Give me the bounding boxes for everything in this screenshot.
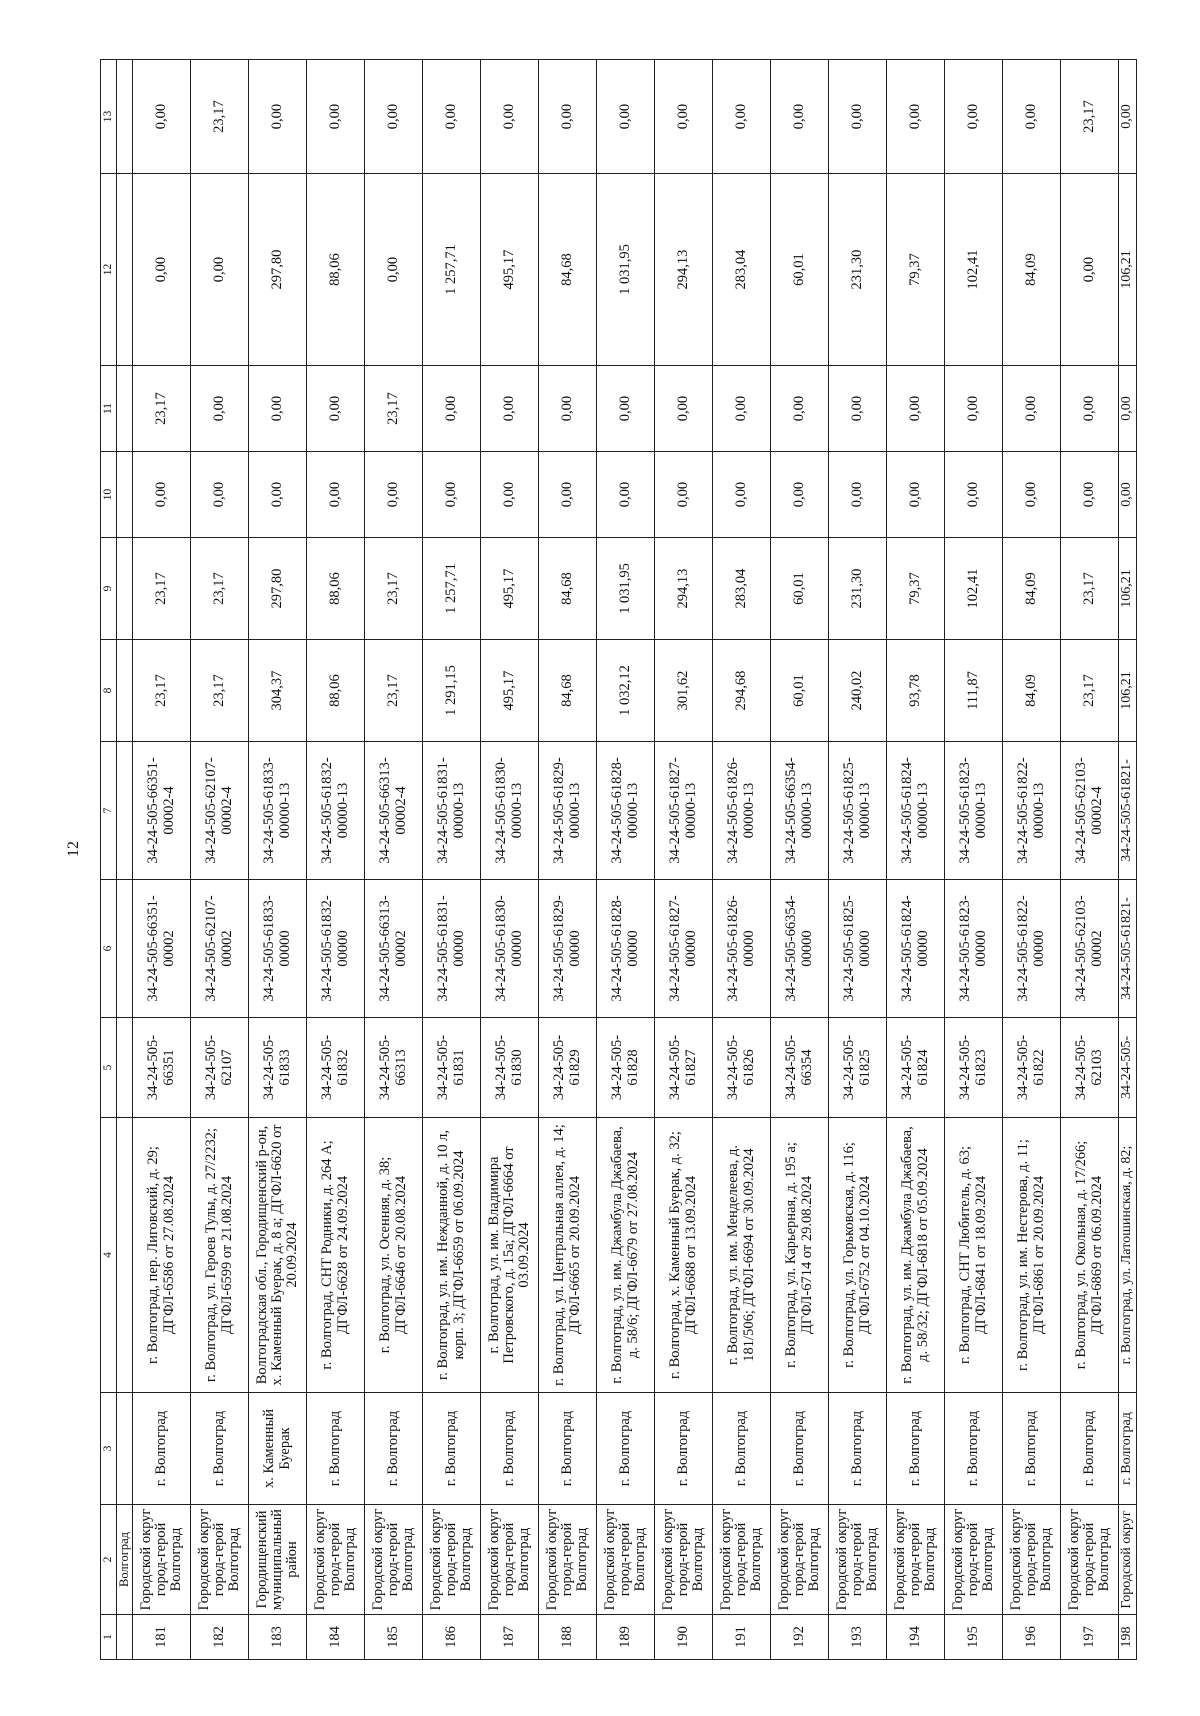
value-col10: 0,00 bbox=[481, 452, 539, 538]
value-col10: 0,00 bbox=[1003, 452, 1061, 538]
table-row bbox=[423, 60, 481, 1660]
value-col9: 23,17 bbox=[1061, 538, 1119, 640]
value-col11: 0,00 bbox=[423, 366, 481, 452]
value-col13: 0,00 bbox=[249, 60, 307, 174]
value-col13: 0,00 bbox=[133, 60, 191, 174]
value-col10: 0,00 bbox=[1119, 452, 1137, 538]
value-col11: 0,00 bbox=[307, 366, 365, 452]
row-number: 193 bbox=[829, 1615, 887, 1660]
registry-id-full: 34-24-505-61827-00000-13 bbox=[655, 742, 713, 880]
municipality: Городской округ город-герой Волгоград bbox=[307, 1505, 365, 1615]
value-col12: 0,00 bbox=[133, 174, 191, 366]
municipality: Городской округ город-герой Волгоград bbox=[423, 1505, 481, 1615]
cadastral-block: 34-24-505-61823 bbox=[945, 1018, 1003, 1118]
value-col10: 0,00 bbox=[887, 452, 945, 538]
value-col8: 60,01 bbox=[771, 640, 829, 742]
register-table bbox=[100, 59, 1137, 1660]
table-row bbox=[249, 60, 307, 1660]
cadastral-block: 34-24-505-66313 bbox=[365, 1018, 423, 1118]
value-col9: 60,01 bbox=[771, 538, 829, 640]
value-col11: 0,00 bbox=[655, 366, 713, 452]
settlement: г. Волгоград bbox=[1061, 1393, 1119, 1505]
cadastral-block: 34-24-505-61833 bbox=[249, 1018, 307, 1118]
registry-id-full: 34-24-505-61829-00000-13 bbox=[539, 742, 597, 880]
value-col8: 304,37 bbox=[249, 640, 307, 742]
registry-id: 34-24-505-61833-00000 bbox=[249, 880, 307, 1018]
cadastral-block: 34-24-505-66354 bbox=[771, 1018, 829, 1118]
table-row bbox=[1061, 60, 1119, 1660]
value-col11: 0,00 bbox=[191, 366, 249, 452]
value-col9: 23,17 bbox=[191, 538, 249, 640]
registry-id-full: 34-24-505-61826-00000-13 bbox=[713, 742, 771, 880]
municipality: Городской округ город-герой Волгоград bbox=[597, 1505, 655, 1615]
registry-id: 34-24-505-61832-00000 bbox=[307, 880, 365, 1018]
settlement: г. Волгоград bbox=[307, 1393, 365, 1505]
table-row bbox=[133, 60, 191, 1660]
registry-id-full: 34-24-505-66351-00002-4 bbox=[133, 742, 191, 880]
value-col10: 0,00 bbox=[423, 452, 481, 538]
cadastral-block: 34-24-505-61824 bbox=[887, 1018, 945, 1118]
column-number: 4 bbox=[101, 1118, 117, 1393]
object-address: г. Волгоград, ул. им. Нежданной, д. 10 л, корп. 3; ДГФЛ-6659 от 06.09.2024 bbox=[423, 1118, 481, 1393]
cadastral-block: 34-24-505-61827 bbox=[655, 1018, 713, 1118]
value-col9: 79,37 bbox=[887, 538, 945, 640]
value-col13: 0,00 bbox=[887, 60, 945, 174]
value-col13: 0,00 bbox=[597, 60, 655, 174]
value-col11: 0,00 bbox=[249, 366, 307, 452]
row-number: 187 bbox=[481, 1615, 539, 1660]
value-col8: 1 291,15 bbox=[423, 640, 481, 742]
column-number: 12 bbox=[101, 174, 117, 366]
settlement: г. Волгоград bbox=[771, 1393, 829, 1505]
cadastral-block: 34-24-505-61822 bbox=[1003, 1018, 1061, 1118]
value-col13: 23,17 bbox=[191, 60, 249, 174]
page-number: 12 bbox=[65, 841, 82, 857]
object-address: г. Волгоград, ул. Центральная аллея, д. 14; ДГФЛ-6665 от 20.09.2024 bbox=[539, 1118, 597, 1393]
municipality: Городской округ bbox=[1119, 1505, 1137, 1615]
value-col12: 1 031,95 bbox=[597, 174, 655, 366]
cadastral-block: 34-24-505-61825 bbox=[829, 1018, 887, 1118]
value-col8: 84,68 bbox=[539, 640, 597, 742]
row-number: 186 bbox=[423, 1615, 481, 1660]
value-col9: 23,17 bbox=[365, 538, 423, 640]
registry-id: 34-24-505-61827-00000 bbox=[655, 880, 713, 1018]
value-col12: 297,80 bbox=[249, 174, 307, 366]
municipality: Городской округ город-герой Волгоград bbox=[771, 1505, 829, 1615]
value-col11: 0,00 bbox=[829, 366, 887, 452]
value-col8: 240,02 bbox=[829, 640, 887, 742]
value-col13: 0,00 bbox=[1119, 60, 1137, 174]
row-number: 195 bbox=[945, 1615, 1003, 1660]
registry-id-full: 34-24-505-61823-00000-13 bbox=[945, 742, 1003, 880]
value-col9: 88,06 bbox=[307, 538, 365, 640]
cadastral-block: 34-24-505-62107 bbox=[191, 1018, 249, 1118]
table-row bbox=[307, 60, 365, 1660]
registry-id: 34-24-505-61822-00000 bbox=[1003, 880, 1061, 1018]
rotated-table-wrapper bbox=[100, 60, 1190, 1660]
value-col8: 88,06 bbox=[307, 640, 365, 742]
value-col13: 0,00 bbox=[481, 60, 539, 174]
table-row bbox=[655, 60, 713, 1660]
value-col12: 102,41 bbox=[945, 174, 1003, 366]
value-col11: 0,00 bbox=[945, 366, 1003, 452]
table-row bbox=[1119, 60, 1137, 1660]
value-col11: 0,00 bbox=[597, 366, 655, 452]
value-col11: 23,17 bbox=[365, 366, 423, 452]
value-col12: 84,68 bbox=[539, 174, 597, 366]
value-col10: 0,00 bbox=[133, 452, 191, 538]
registry-id: 34-24-505-66313-00002 bbox=[365, 880, 423, 1018]
value-col9: 1 257,71 bbox=[423, 538, 481, 640]
value-col13: 0,00 bbox=[713, 60, 771, 174]
registry-id-full: 34-24-505-66354-00000-13 bbox=[771, 742, 829, 880]
registry-id: 34-24-505-62107-00002 bbox=[191, 880, 249, 1018]
column-number: 6 bbox=[101, 880, 117, 1018]
row-number: 197 bbox=[1061, 1615, 1119, 1660]
municipality: Городской округ город-герой Волгоград bbox=[539, 1505, 597, 1615]
value-col8: 106,21 bbox=[1119, 640, 1137, 742]
value-col11: 0,00 bbox=[713, 366, 771, 452]
value-col13: 23,17 bbox=[1061, 60, 1119, 174]
value-col9: 84,09 bbox=[1003, 538, 1061, 640]
value-col13: 0,00 bbox=[539, 60, 597, 174]
value-col11: 0,00 bbox=[887, 366, 945, 452]
column-number: 7 bbox=[101, 742, 117, 880]
municipality: Городской округ город-герой Волгоград bbox=[1003, 1505, 1061, 1615]
value-col9: 1 031,95 bbox=[597, 538, 655, 640]
table-row bbox=[481, 60, 539, 1660]
row-number: 198 bbox=[1119, 1615, 1137, 1660]
value-col11: 0,00 bbox=[1061, 366, 1119, 452]
value-col8: 23,17 bbox=[365, 640, 423, 742]
value-col13: 0,00 bbox=[945, 60, 1003, 174]
settlement: г. Волгоград bbox=[423, 1393, 481, 1505]
value-col8: 111,87 bbox=[945, 640, 1003, 742]
settlement: г. Волгоград bbox=[1003, 1393, 1061, 1505]
value-col8: 84,09 bbox=[1003, 640, 1061, 742]
object-address: г. Волгоград, ул. им. Джамбула Джабаева, д. 58/6; ДГФЛ-6679 от 27.08.2024 bbox=[597, 1118, 655, 1393]
registry-id-full: 34-24-505-61822-00000-13 bbox=[1003, 742, 1061, 880]
settlement: х. Каменный Буерак bbox=[249, 1393, 307, 1505]
value-col9: 102,41 bbox=[945, 538, 1003, 640]
settlement: г. Волгоград bbox=[597, 1393, 655, 1505]
registry-id-full: 34-24-505-61831-00000-13 bbox=[423, 742, 481, 880]
object-address: г. Волгоград, ул. Окольная, д. 17/266; ДГФЛ-6869 от 06.09.2024 bbox=[1061, 1118, 1119, 1393]
settlement: г. Волгоград bbox=[829, 1393, 887, 1505]
value-col10: 0,00 bbox=[771, 452, 829, 538]
value-col13: 0,00 bbox=[771, 60, 829, 174]
value-col12: 106,21 bbox=[1119, 174, 1137, 366]
column-number: 1 bbox=[101, 1615, 117, 1660]
value-col12: 79,37 bbox=[887, 174, 945, 366]
object-address: г. Волгоград, ул. Осенняя, д. 38; ДГФЛ-6646 от 20.08.2024 bbox=[365, 1118, 423, 1393]
object-address: г. Волгоград, х. Каменный Буерак, д. 32; ДГФЛ-6688 от 13.09.2024 bbox=[655, 1118, 713, 1393]
value-col12: 294,13 bbox=[655, 174, 713, 366]
value-col12: 0,00 bbox=[365, 174, 423, 366]
object-address: Волгоградская обл., Городищенский р-он, х. Каменный Буерак, д. 8 а; ДГФЛ-6620 от 20.09.2024 bbox=[249, 1118, 307, 1393]
settlement: г. Волгоград bbox=[887, 1393, 945, 1505]
registry-id: 34-24-505-61825-00000 bbox=[829, 880, 887, 1018]
row-number: 183 bbox=[249, 1615, 307, 1660]
value-col10: 0,00 bbox=[655, 452, 713, 538]
table-row bbox=[365, 60, 423, 1660]
row-number: 191 bbox=[713, 1615, 771, 1660]
municipality: Городищенский муниципальный район bbox=[249, 1505, 307, 1615]
row-number: 190 bbox=[655, 1615, 713, 1660]
column-number: 5 bbox=[101, 1018, 117, 1118]
object-address: г. Волгоград, ул. Карьерная, д. 195 а; ДГФЛ-6714 от 29.08.2024 bbox=[771, 1118, 829, 1393]
settlement: г. Волгоград bbox=[713, 1393, 771, 1505]
table-row bbox=[887, 60, 945, 1660]
value-col10: 0,00 bbox=[539, 452, 597, 538]
value-col8: 1 032,12 bbox=[597, 640, 655, 742]
value-col8: 495,17 bbox=[481, 640, 539, 742]
value-col10: 0,00 bbox=[249, 452, 307, 538]
table-row bbox=[1003, 60, 1061, 1660]
value-col11: 0,00 bbox=[481, 366, 539, 452]
registry-id: 34-24-505-61831-00000 bbox=[423, 880, 481, 1018]
value-col8: 93,78 bbox=[887, 640, 945, 742]
municipality: Городской округ город-герой Волгоград bbox=[1061, 1505, 1119, 1615]
settlement: г. Волгоград bbox=[1119, 1393, 1137, 1505]
municipality: Городской округ город-герой Волгоград bbox=[713, 1505, 771, 1615]
cadastral-block: 34-24-505-61832 bbox=[307, 1018, 365, 1118]
value-col12: 0,00 bbox=[1061, 174, 1119, 366]
value-col11: 0,00 bbox=[539, 366, 597, 452]
value-col10: 0,00 bbox=[945, 452, 1003, 538]
value-col8: 23,17 bbox=[1061, 640, 1119, 742]
value-col13: 0,00 bbox=[307, 60, 365, 174]
column-number: 13 bbox=[101, 60, 117, 174]
registry-id-full: 34-24-505-66313-00002-4 bbox=[365, 742, 423, 880]
registry-id-full: 34-24-505-61832-00000-13 bbox=[307, 742, 365, 880]
row-number: 189 bbox=[597, 1615, 655, 1660]
value-col13: 0,00 bbox=[365, 60, 423, 174]
registry-id: 34-24-505-66354-00000 bbox=[771, 880, 829, 1018]
value-col10: 0,00 bbox=[597, 452, 655, 538]
value-col11: 23,17 bbox=[133, 366, 191, 452]
object-address: г. Волгоград, ул. им. Джамбула Джабаева, д. 58/32; ДГФЛ-6818 от 05.09.2024 bbox=[887, 1118, 945, 1393]
table-body bbox=[101, 60, 1137, 1660]
value-col12: 231,30 bbox=[829, 174, 887, 366]
municipality: Городской округ город-герой Волгоград bbox=[481, 1505, 539, 1615]
registry-id: 34-24-505-61828-00000 bbox=[597, 880, 655, 1018]
value-col9: 283,04 bbox=[713, 538, 771, 640]
registry-id-full: 34-24-505-61828-00000-13 bbox=[597, 742, 655, 880]
table-row bbox=[945, 60, 1003, 1660]
value-col12: 1 257,71 bbox=[423, 174, 481, 366]
municipality: Городской округ город-герой Волгоград bbox=[655, 1505, 713, 1615]
registry-id: 34-24-505-61824-00000 bbox=[887, 880, 945, 1018]
settlement: г. Волгоград bbox=[365, 1393, 423, 1505]
registry-id-full: 34-24-505-61833-00000-13 bbox=[249, 742, 307, 880]
row-number: 185 bbox=[365, 1615, 423, 1660]
value-col9: 495,17 bbox=[481, 538, 539, 640]
settlement: г. Волгоград bbox=[133, 1393, 191, 1505]
carry-over-text: Волгоград bbox=[117, 1505, 133, 1615]
municipality: Городской округ город-герой Волгоград bbox=[945, 1505, 1003, 1615]
municipality: Городской округ город-герой Волгоград bbox=[887, 1505, 945, 1615]
table-row bbox=[191, 60, 249, 1660]
value-col10: 0,00 bbox=[829, 452, 887, 538]
registry-id-full: 34-24-505-62107-00002-4 bbox=[191, 742, 249, 880]
table-row bbox=[539, 60, 597, 1660]
value-col10: 0,00 bbox=[713, 452, 771, 538]
object-address: г. Волгоград, ул. Латошинская, д. 82; bbox=[1119, 1118, 1137, 1393]
registry-id: 34-24-505-61823-00000 bbox=[945, 880, 1003, 1018]
value-col12: 0,00 bbox=[191, 174, 249, 366]
value-col10: 0,00 bbox=[191, 452, 249, 538]
value-col12: 60,01 bbox=[771, 174, 829, 366]
registry-id-full: 34-24-505-61824-00000-13 bbox=[887, 742, 945, 880]
cadastral-block: 34-24-505-62103 bbox=[1061, 1018, 1119, 1118]
object-address: г. Волгоград, ул. Героев Тулы, д. 27/2232; ДГФЛ-6599 от 21.08.2024 bbox=[191, 1118, 249, 1393]
registry-id-full: 34-24-505-61830-00000-13 bbox=[481, 742, 539, 880]
table-row bbox=[713, 60, 771, 1660]
value-col9: 84,68 bbox=[539, 538, 597, 640]
carry-over-row bbox=[117, 60, 133, 1660]
column-number: 2 bbox=[101, 1505, 117, 1615]
municipality: Городской округ город-герой Волгоград bbox=[133, 1505, 191, 1615]
object-address: г. Волгоград, СНТ Родники, д. 264 А; ДГФЛ-6628 от 24.09.2024 bbox=[307, 1118, 365, 1393]
cadastral-block: 34-24-505-61826 bbox=[713, 1018, 771, 1118]
row-number: 181 bbox=[133, 1615, 191, 1660]
value-col12: 283,04 bbox=[713, 174, 771, 366]
value-col11: 0,00 bbox=[771, 366, 829, 452]
object-address: г. Волгоград, ул. им. Владимира Петровского, д. 15а; ДГФЛ-6664 от 03.09.2024 bbox=[481, 1118, 539, 1393]
value-col12: 84,09 bbox=[1003, 174, 1061, 366]
registry-id: 34-24-505-61821- bbox=[1119, 880, 1137, 1018]
settlement: г. Волгоград bbox=[539, 1393, 597, 1505]
value-col9: 231,30 bbox=[829, 538, 887, 640]
cadastral-block: 34-24-505-66351 bbox=[133, 1018, 191, 1118]
row-number: 196 bbox=[1003, 1615, 1061, 1660]
value-col9: 106,21 bbox=[1119, 538, 1137, 640]
table-row bbox=[597, 60, 655, 1660]
value-col13: 0,00 bbox=[655, 60, 713, 174]
column-number: 11 bbox=[101, 366, 117, 452]
municipality: Городской округ город-герой Волгоград bbox=[829, 1505, 887, 1615]
table-row bbox=[771, 60, 829, 1660]
row-number: 194 bbox=[887, 1615, 945, 1660]
value-col8: 23,17 bbox=[191, 640, 249, 742]
value-col11: 0,00 bbox=[1003, 366, 1061, 452]
registry-id-full: 34-24-505-61821- bbox=[1119, 742, 1137, 880]
value-col13: 0,00 bbox=[1003, 60, 1061, 174]
registry-id: 34-24-505-61830-00000 bbox=[481, 880, 539, 1018]
value-col11: 0,00 bbox=[1119, 366, 1137, 452]
row-number: 188 bbox=[539, 1615, 597, 1660]
column-number: 8 bbox=[101, 640, 117, 742]
cadastral-block: 34-24-505-61831 bbox=[423, 1018, 481, 1118]
value-col8: 301,62 bbox=[655, 640, 713, 742]
registry-id-full: 34-24-505-62103-00002-4 bbox=[1061, 742, 1119, 880]
cadastral-block: 34-24-505-61830 bbox=[481, 1018, 539, 1118]
value-col9: 294,13 bbox=[655, 538, 713, 640]
value-col10: 0,00 bbox=[1061, 452, 1119, 538]
value-col12: 495,17 bbox=[481, 174, 539, 366]
column-number: 9 bbox=[101, 538, 117, 640]
value-col10: 0,00 bbox=[365, 452, 423, 538]
object-address: г. Волгоград, ул. им. Менделеева, д. 181/506; ДГФЛ-6694 от 30.09.2024 bbox=[713, 1118, 771, 1393]
row-number: 192 bbox=[771, 1615, 829, 1660]
value-col13: 0,00 bbox=[423, 60, 481, 174]
cadastral-block: 34-24-505-61829 bbox=[539, 1018, 597, 1118]
municipality: Городской округ город-герой Волгоград bbox=[365, 1505, 423, 1615]
cadastral-block: 34-24-505-61828 bbox=[597, 1018, 655, 1118]
settlement: г. Волгоград bbox=[655, 1393, 713, 1505]
value-col8: 294,68 bbox=[713, 640, 771, 742]
value-col10: 0,00 bbox=[307, 452, 365, 538]
table-row bbox=[829, 60, 887, 1660]
settlement: г. Волгоград bbox=[481, 1393, 539, 1505]
registry-id: 34-24-505-61826-00000 bbox=[713, 880, 771, 1018]
object-address: г. Волгоград, ул. им. Нестерова, д. 11; ДГФЛ-6861 от 20.09.2024 bbox=[1003, 1118, 1061, 1393]
registry-id-full: 34-24-505-61825-00000-13 bbox=[829, 742, 887, 880]
registry-id: 34-24-505-66351-00002 bbox=[133, 880, 191, 1018]
object-address: г. Волгоград, ул. Горьковская, д. 116; ДГФЛ-6752 от 04.10.2024 bbox=[829, 1118, 887, 1393]
municipality: Городской округ город-герой Волгоград bbox=[191, 1505, 249, 1615]
settlement: г. Волгоград bbox=[945, 1393, 1003, 1505]
cadastral-block: 34-24-505- bbox=[1119, 1018, 1137, 1118]
column-number: 3 bbox=[101, 1393, 117, 1505]
object-address: г. Волгоград, пер. Лиговский, д. 29; ДГФЛ-6586 от 27.08.2024 bbox=[133, 1118, 191, 1393]
column-number-row bbox=[101, 60, 117, 1660]
object-address: г. Волгоград, СНТ Любитель, д. 63; ДГФЛ-6841 от 18.09.2024 bbox=[945, 1118, 1003, 1393]
value-col9: 23,17 bbox=[133, 538, 191, 640]
settlement: г. Волгоград bbox=[191, 1393, 249, 1505]
value-col13: 0,00 bbox=[829, 60, 887, 174]
value-col9: 297,80 bbox=[249, 538, 307, 640]
registry-id: 34-24-505-62103-00002 bbox=[1061, 880, 1119, 1018]
value-col8: 23,17 bbox=[133, 640, 191, 742]
row-number: 184 bbox=[307, 1615, 365, 1660]
column-number: 10 bbox=[101, 452, 117, 538]
registry-id: 34-24-505-61829-00000 bbox=[539, 880, 597, 1018]
value-col12: 88,06 bbox=[307, 174, 365, 366]
row-number: 182 bbox=[191, 1615, 249, 1660]
